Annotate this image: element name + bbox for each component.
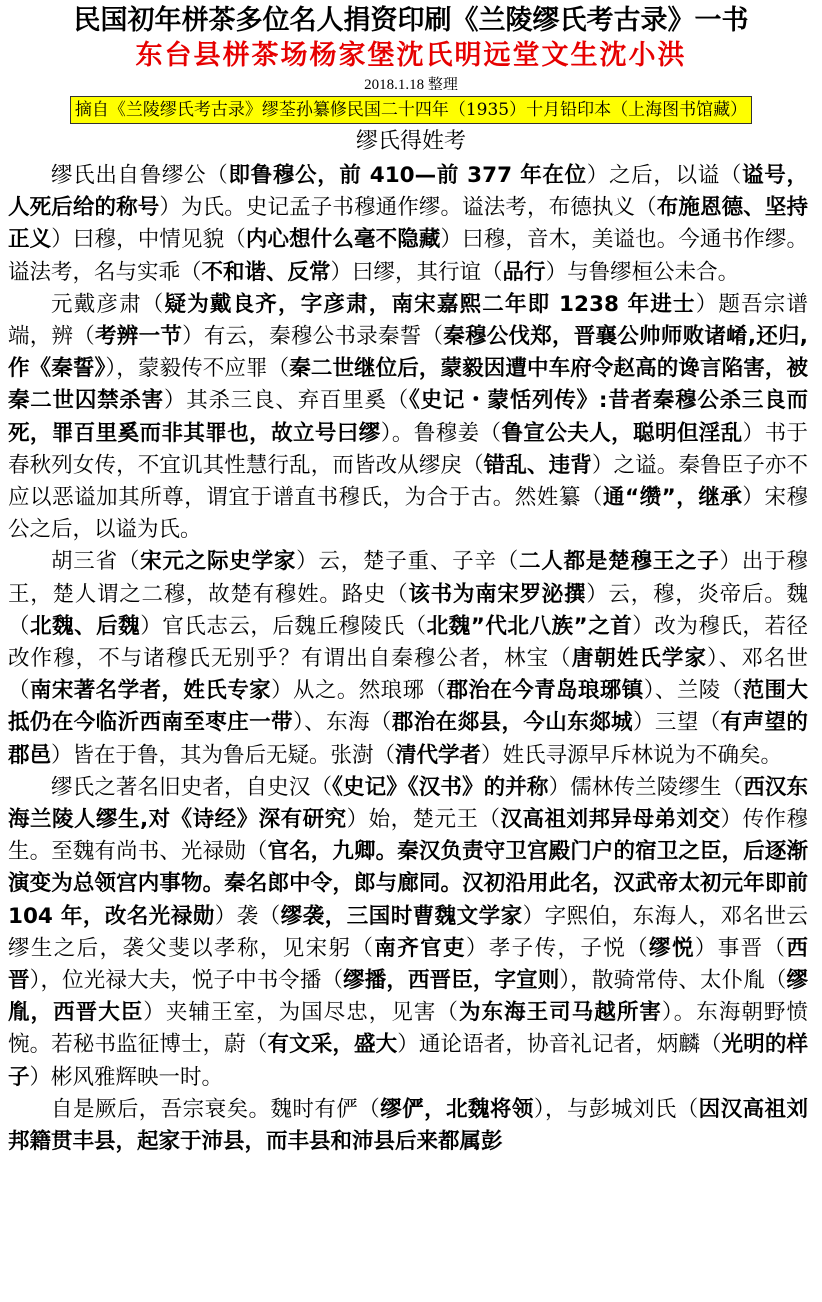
document-body [0, 160, 822, 1158]
annotation-note: 光明的样子 [8, 1032, 808, 1090]
body-text: 缪氏出自鲁缪公（ [51, 163, 229, 188]
body-text: ）云，楚子重、子辛（ [296, 549, 520, 575]
body-text: ）传作穆生。至魏有尚书、光禄勋（ [8, 807, 808, 865]
annotation-note: 北魏、后魏 [30, 613, 141, 639]
annotation-note: 有文采，盛大 [267, 1032, 398, 1058]
body-text: ）姓氏寻源早斥林说为不确矣。 [481, 742, 783, 768]
annotation-note: 宋元之际史学家 [140, 549, 297, 575]
body-text: ）出于穆王，楚人谓之二穆，故楚有穆姓。路史（ [8, 549, 808, 607]
annotation-note: 清代学者 [395, 742, 482, 768]
source-banner [0, 96, 822, 126]
body-text: ）之谥。秦鲁臣子亦不应以恶谥加其所尊，谓宜于谱直书穆氏，为合于古。然姓纂（ [8, 452, 808, 511]
body-text: ）儒林传兰陵缪生（ [548, 774, 744, 800]
annotation-note: 秦穆公伐郑，晋襄公帅师败诸崤,还归,作《秦誓》 [8, 324, 808, 382]
annotation-note: 为东海王司马越所害 [458, 1000, 662, 1026]
body-text: ）三望（ [632, 710, 721, 736]
body-text: ）通论语者，协音礼记者，炳麟（ [397, 1032, 722, 1058]
annotation-note: 郡治在今青岛琅琊镇 [446, 678, 644, 704]
body-text: ）袭（ [214, 903, 281, 929]
annotation-note: 汉高祖刘邦异母弟刘交 [500, 807, 721, 833]
body-text: ）题吾宗谱端，辨（ [8, 291, 808, 350]
annotation-note: 品行 [502, 259, 546, 285]
annotation-note: 考辨一节 [95, 324, 183, 350]
body-text: ）曰穆，中情见貌（ [51, 227, 246, 253]
body-text: ）字熙伯，东海人，邓名世云缪生之后，袭父斐以孝称，见宋躬（ [8, 903, 808, 961]
annotation-note: 缪袭，三国时曹魏文学家 [280, 903, 523, 929]
annotation-note: 北魏”代北八族”之首 [426, 613, 633, 639]
body-text: ）曰缪，其行谊（ [330, 259, 503, 285]
annotation-note: 官名，九卿。秦汉负责守卫宫殿门户的宿卫之臣，后逐渐演变为总领宫内事物。秦名郎中令，郎与廊同。汉初沿用此名，汉武帝太初元年即前 104 年，改名光禄勋 [8, 839, 808, 929]
annotation-note: 不和谐、反常 [201, 259, 331, 285]
body-text: 元戴彦肃（ [51, 291, 165, 317]
document-title: 民国初年栟茶多位名人捐资印刷《兰陵缪氏考古录》一书 [73, 5, 749, 36]
body-text: ）始，楚元王（ [346, 807, 501, 833]
annotation-note: 内心想什么毫不隐藏 [245, 227, 441, 253]
body-text: ）云，穆，炎帝后。魏（ [8, 581, 808, 639]
annotation-note: 疑为戴良齐，字彦肃，南宋嘉熙二年即 1238 年进士 [164, 291, 696, 317]
annotation-note: 缪播，西晋臣，字宣则 [343, 968, 560, 994]
date-line: 2018.1.18 整理 [364, 77, 458, 93]
annotation-note: 郡治在郯县，今山东郯城 [391, 710, 633, 736]
annotation-note: 该书为南宋罗泌撰 [408, 581, 587, 607]
annotation-note: 秦二世继位后，蒙毅因遭中车府令赵高的谗言陷害，被秦二世囚禁杀害 [8, 356, 808, 414]
body-text: ）宋穆公之后，以谥为氏。 [8, 485, 808, 543]
body-text: ）其杀三良、弃百里奚（ [163, 388, 410, 414]
body-text: ）、东海（ [292, 710, 392, 736]
annotation-note: 西汉东海兰陵人缪生,对《诗经》深有研究 [8, 774, 808, 833]
paragraph [8, 289, 808, 547]
body-text: 缪氏之著名旧史者，自史汉（ [51, 774, 333, 800]
body-text: ），蒙毅传不应罪（ [105, 356, 290, 382]
body-text: ）有云，秦穆公书录秦誓（ [182, 324, 444, 350]
body-text: ），位光禄大夫，悦子中书令播（ [29, 968, 344, 994]
annotation-note: 二人都是楚穆王之子 [519, 549, 720, 575]
annotation-note: 南齐官吏 [374, 935, 466, 961]
paragraph [8, 160, 808, 289]
section-title: 缪氏得姓考 [355, 129, 466, 154]
source-citation: 摘自《兰陵缪氏考古录》缪荃孙纂修民国二十四年（1935）十月铅印本（上海图书馆藏） [70, 96, 752, 124]
body-text: ）官氏志云，后魏丘穆陵氏（ [140, 613, 427, 639]
body-text: ）曰穆，音木，美谥也。今通书作缪。谥法考，名与实乖（ [8, 227, 808, 285]
annotation-note: 即鲁穆公，前 410—前 377 年在位 [228, 163, 587, 188]
body-text: ）、兰陵（ [643, 678, 743, 704]
annotation-note: 缪胤，西晋大臣 [8, 968, 808, 1026]
annotation-note: 缪悦 [649, 935, 695, 961]
body-text: ）事晋（ [694, 935, 787, 961]
body-text: 胡三省（ [51, 549, 141, 575]
body-text: ）、邓名世（ [8, 646, 808, 704]
body-text: ），与彭城刘氏（ [533, 1096, 699, 1122]
body-text: ）孝子传，子悦（ [465, 935, 650, 961]
body-text: ）之后，以谥（ [586, 163, 743, 188]
body-text: ）为氏。史记孟子书穆通作缪。谥法考，布德执义（ [159, 195, 657, 221]
body-text: ）彬风雅辉映一时。 [29, 1064, 224, 1090]
annotation-note: 谥号，人死后给的称号 [8, 163, 808, 221]
annotation-note: 有声望的郡邑 [8, 710, 808, 768]
annotation-note: 因汉高祖刘邦籍贯丰县，起家于沛县，而丰县和沛县后来都属彭 [8, 1096, 808, 1155]
body-text: ）。东海朝野愤惋。若秘书监征博士，蔚（ [8, 1000, 808, 1058]
annotation-note: 通“缵”，继承 [602, 485, 743, 511]
annotation-note: 缪俨，北魏将领 [380, 1096, 534, 1122]
body-text: ）。鲁穆姜（ [380, 420, 502, 446]
body-text: ）夹辅王室，为国尽忠，见害（ [143, 1000, 459, 1026]
annotation-note: 西晋 [8, 935, 808, 994]
body-text: ）从之。然琅琊（ [271, 678, 447, 704]
annotation-note: 错乱、违背 [483, 452, 592, 478]
paragraph [8, 1094, 808, 1158]
annotation-note: 《史记》《汉书》的并称 [332, 774, 549, 800]
annotation-note: 唐朝姓氏学家 [571, 646, 708, 672]
annotation-note: 《史记・蒙恬列传》:昔者秦穆公杀三良而死，罪百里奚而非其罪也，故立号曰缪 [8, 388, 808, 446]
annotation-note: 鲁宣公夫人，聪明但淫乱 [501, 420, 743, 446]
body-text: ）与鲁缪桓公未合。 [545, 259, 740, 285]
paragraph [8, 772, 808, 1094]
body-text: ）皆在于鲁，其为鲁后无疑。张澍（ [51, 742, 396, 768]
body-text: 自是厥后，吾宗衰矣。魏时有俨（ [51, 1096, 381, 1122]
annotation-note: 南宋著名学者，姓氏专家 [29, 678, 272, 704]
annotation-note: 布施恩德、坚持正义 [8, 195, 808, 253]
annotation-note: 范围大抵仍在今临沂西南至枣庄一带 [8, 678, 808, 736]
body-text: ）改为穆氏，若径改作穆，不与诸穆氏无别乎？有谓出自秦穆公者，林宝（ [8, 613, 808, 672]
body-text: ），散骑常侍、太仆胤（ [559, 968, 787, 994]
author-line: 东台县栟茶场杨家堡沈氏明远堂文生沈小洪 [135, 40, 687, 71]
body-text: ）书于春秋列女传，不宜讥其性慧行乱，而皆改从缪戾（ [8, 420, 808, 478]
paragraph [8, 546, 808, 771]
